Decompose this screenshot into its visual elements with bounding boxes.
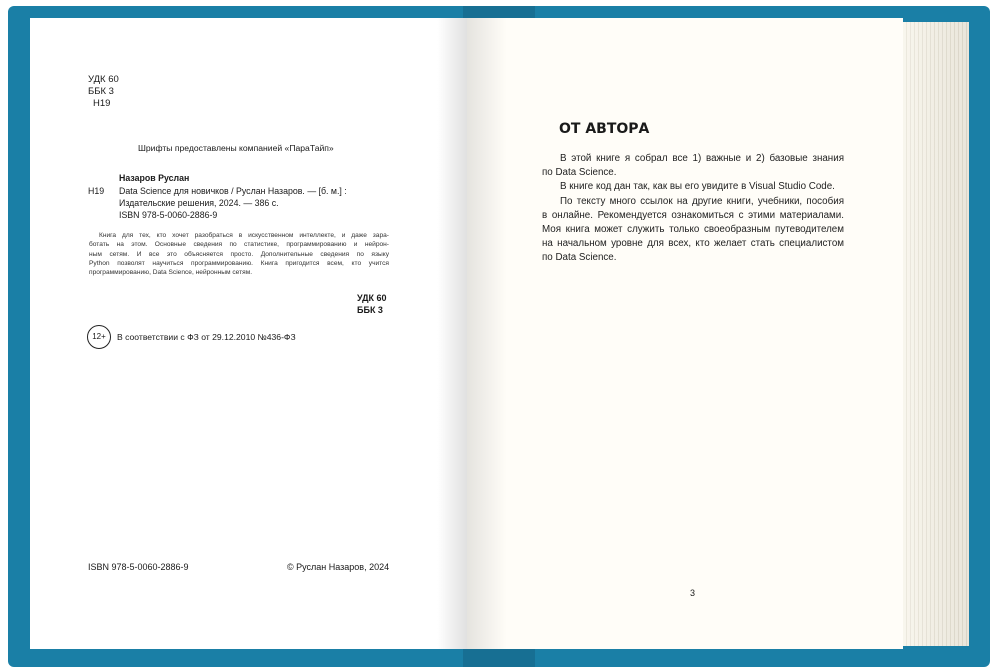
paragraph-line: в онлайне. Рекомендуется ознакомиться с этими материалами. [542, 209, 844, 221]
paragraph-line: на начальном уровне для всех, кто желает стать специалистом [542, 238, 844, 250]
udk-code: УДК 60 [88, 74, 119, 85]
annotation-line: Python позволят научиться программированию. Книга пригодится всем, кто учится [89, 259, 389, 267]
biblio-line-2: Издательские решения, 2024. — 386 с. [119, 198, 279, 208]
fonts-note: Шрифты предоставлены компанией «ПараТайп» [138, 143, 334, 153]
paragraph-line: В этой книге я собрал все 1) важные и 2) базовые знания [560, 153, 844, 164]
right-page [467, 18, 903, 649]
age-rating-badge: 12+ [87, 325, 111, 349]
udk-bold: УДК 60 [357, 293, 387, 303]
annotation-line: ботать на этом. Основные сведения по статистике, программированию и нейрон- [89, 241, 389, 249]
annotation-line: Книга для тех, кто хочет разобраться в искусственном интеллекте, и даже зара- [99, 232, 389, 239]
paragraph-line: по Data Science. [542, 167, 617, 179]
isbn-footer: ISBN 978-5-0060-2886-9 [88, 562, 189, 572]
annotation [89, 231, 389, 277]
annotation-line: программированию, Data Science, нейронным сетям. [89, 269, 253, 277]
bbk-code: ББК 3 [88, 86, 114, 97]
copyright: © Руслан Назаров, 2024 [287, 562, 390, 572]
page-edges [903, 22, 969, 646]
bbk-bold: ББК 3 [357, 305, 383, 315]
author-foreword [542, 152, 844, 266]
section-heading: ОТ АВТОРА [559, 121, 650, 137]
author-name: Назаров Руслан [119, 173, 190, 183]
author-sign: Н19 [93, 98, 111, 109]
paragraph-line: по Data Science. [542, 252, 617, 264]
biblio-line-1: Data Science для новичков / Руслан Назаров. — [б. м.] : [119, 186, 347, 196]
author-sign-2: Н19 [88, 186, 105, 196]
page-number: 3 [690, 588, 696, 598]
law-note: В соответствии с ФЗ от 29.12.2010 №436-ФЗ [117, 332, 296, 342]
paragraph-line: В книге код дан так, как вы его увидите в Visual Studio Code. [560, 181, 835, 193]
annotation-line: ным сетям. И все это объясняется просто. Дополнительные сведения по языку [89, 250, 389, 258]
paragraph-line: По тексту много ссылок на другие книги, учебники, пособия [560, 195, 844, 207]
paragraph-line: Моя книга может служить только своеобразным путеводителем [542, 224, 844, 236]
isbn-line: ISBN 978-5-0060-2886-9 [119, 210, 218, 220]
